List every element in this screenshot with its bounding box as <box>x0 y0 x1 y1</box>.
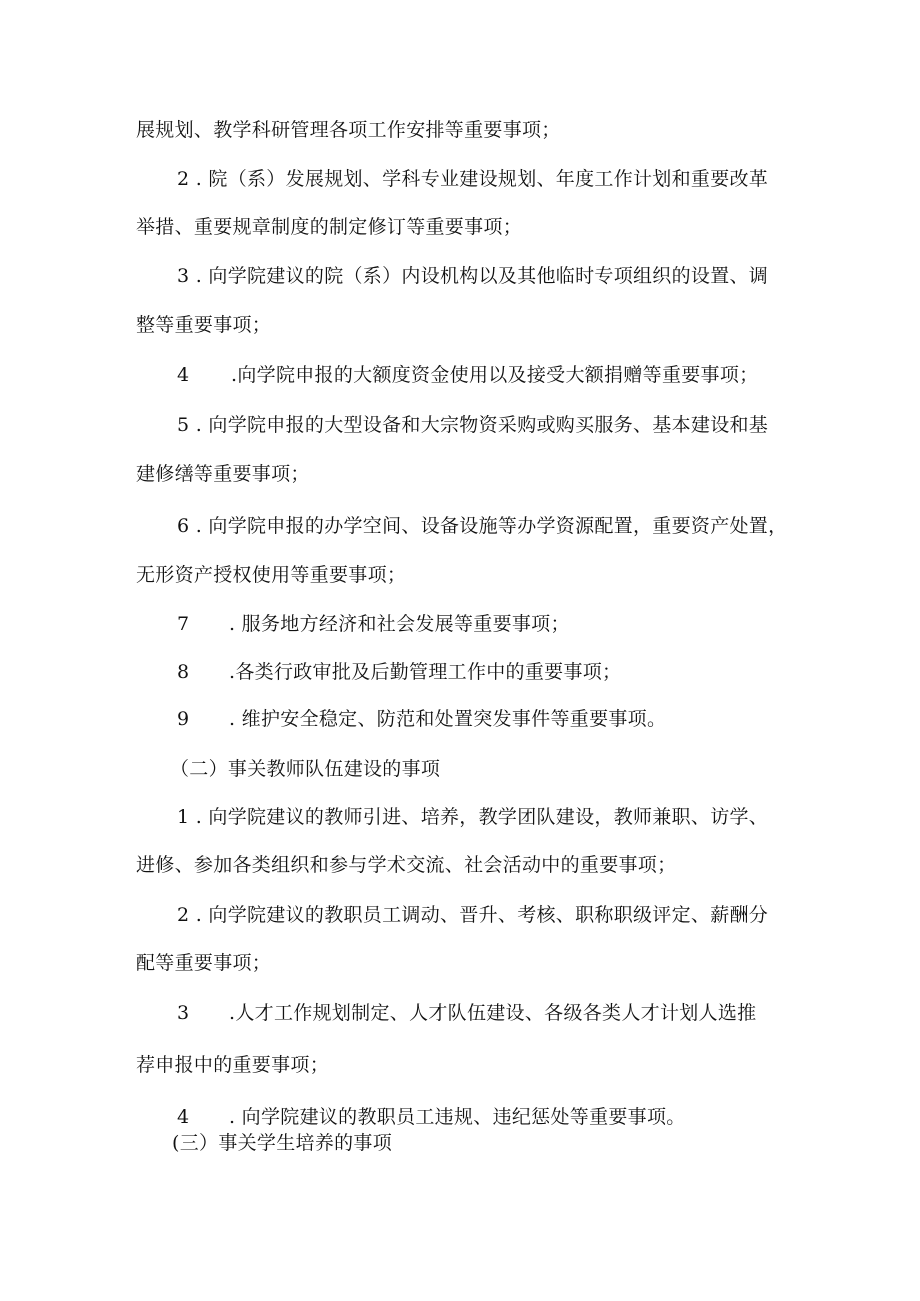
list-number: 9 <box>177 708 190 730</box>
list-number: 8 <box>177 661 190 683</box>
paragraph-line: . 服务地方经济和社会发展等重要事项； <box>229 613 570 635</box>
paragraph-line: .向学院申报的大额度资金使用以及接受大额捐赠等重要事项； <box>231 364 759 386</box>
paragraph-line: 建修缮等重要事项； <box>136 463 310 485</box>
paragraph-line: 5 . 向学院申报的大型设备和大宗物资采购或购买服务、基本建设和基 <box>177 414 769 436</box>
paragraph-line: .人才工作规划制定、人才队伍建设、各级各类人才计划人选推 <box>229 1002 757 1024</box>
paragraph-line: 3 . 向学院建议的院（系）内设机构以及其他临时专项组织的设置、调 <box>177 265 769 287</box>
list-number: 4 <box>177 364 190 386</box>
paragraph-line: 荐申报中的重要事项； <box>136 1054 330 1076</box>
paragraph-line: 整等重要事项； <box>136 314 272 336</box>
paragraph-line: . 维护安全稳定、防范和处置突发事件等重要事项。 <box>229 708 667 730</box>
paragraph-line: 2 . 院（系）发展规划、学科专业建设规划、年度工作计划和重要改革 <box>177 168 769 190</box>
paragraph-line: 2 . 向学院建议的教职员工调动、晋升、考核、职称职级评定、薪酬分 <box>177 904 769 926</box>
paragraph-line: .各类行政审批及后勤管理工作中的重要事项； <box>229 661 622 683</box>
paragraph-line: 进修、参加各类组织和参与学术交流、社会活动中的重要事项； <box>136 854 677 876</box>
paragraph-line: 1 . 向学院建议的教师引进、培养，教学团队建设，教师兼职、访学、 <box>177 806 769 828</box>
paragraph-line: 无形资产授权使用等重要事项； <box>136 564 407 586</box>
paragraph-line: 配等重要事项； <box>136 952 272 974</box>
paragraph-line: 举措、重要规章制度的制定修订等重要事项； <box>136 216 523 238</box>
section-heading: （二）事关教师队伍建设的事项 <box>170 758 441 780</box>
list-number: 3 <box>177 1002 190 1024</box>
list-number: 7 <box>177 613 190 635</box>
paragraph-line: 6 . 向学院申报的办学空间、设备设施等办学资源配置，重要资产处置， <box>177 515 788 537</box>
section-heading: (三）事关学生培养的事项 <box>172 1132 393 1154</box>
paragraph-line: . 向学院建议的教职员工违规、违纪惩处等重要事项。 <box>229 1106 686 1128</box>
list-number: 4 <box>177 1106 190 1128</box>
paragraph-line: 展规划、教学科研管理各项工作安排等重要事项； <box>136 119 561 141</box>
